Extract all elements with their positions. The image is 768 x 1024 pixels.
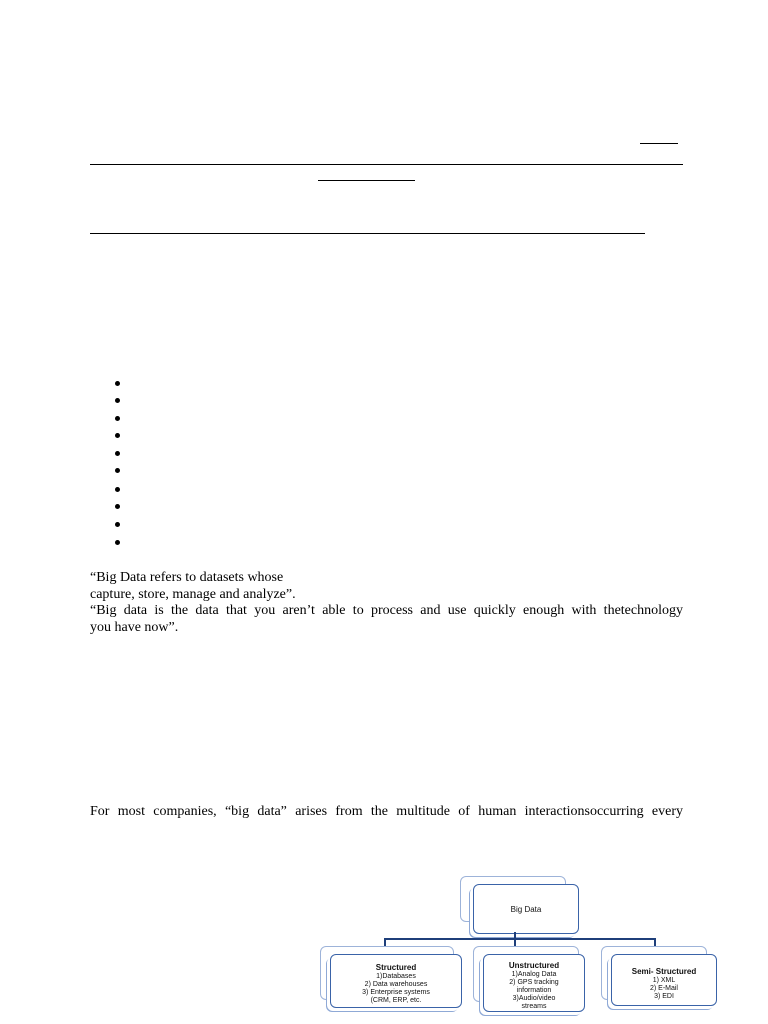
root-box (473, 884, 579, 934)
semi-structured-item: 1) XML (652, 977, 676, 984)
underline-full-2 (90, 233, 645, 234)
bullet (115, 540, 120, 545)
connector-horizontal (384, 938, 656, 940)
bullet (115, 487, 120, 492)
semi-structured-item: 2) E-Mail (649, 985, 678, 992)
bullet (115, 504, 120, 509)
unstructured-item: information (516, 987, 552, 994)
big-data-diagram (318, 872, 720, 1014)
semi-structured-item: 3) EDI (654, 993, 674, 1000)
bullet (115, 381, 120, 386)
structured-item: 1)Databases (376, 973, 416, 980)
unstructured-box (483, 954, 585, 1012)
unstructured-item: 2) GPS tracking (509, 979, 559, 986)
root-label: Big Data (510, 905, 542, 914)
unstructured-item: 3)Audio/video (512, 995, 556, 1002)
bullet (115, 468, 120, 473)
bullet (115, 433, 120, 438)
structured-item: 3) Enterprise systems (362, 989, 430, 996)
structured-item: (CRM, ERP, etc. (370, 997, 422, 1004)
underline-full-1 (90, 164, 683, 165)
underline-short-right (640, 143, 678, 144)
unstructured-title: Unstructured (508, 961, 560, 970)
semi-structured-title: Semi- Structured (631, 967, 697, 976)
bullet (115, 451, 120, 456)
unstructured-item: streams (521, 1003, 547, 1010)
quote-line-4: you have now”. (90, 620, 179, 635)
unstructured-item: 1)Analog Data (511, 971, 557, 978)
bullet (115, 416, 120, 421)
structured-box (330, 954, 462, 1008)
quote-line-3: “Big data is the data that you aren’t able to process and use quickly enough with thetechnology (90, 603, 683, 618)
semi-structured-box (611, 954, 717, 1006)
underline-short-mid (318, 180, 415, 181)
structured-item: 2) Data warehouses (364, 981, 428, 988)
quote-line-1: “Big Data refers to datasets whose (90, 570, 284, 585)
quote-line-2: capture, store, manage and analyze”. (90, 587, 296, 602)
bullet (115, 522, 120, 527)
bullet (115, 398, 120, 403)
paragraph-line-1: For most companies, “big data” arises from the multitude of human interactionsoccurring every (90, 804, 683, 819)
structured-title: Structured (375, 963, 417, 972)
